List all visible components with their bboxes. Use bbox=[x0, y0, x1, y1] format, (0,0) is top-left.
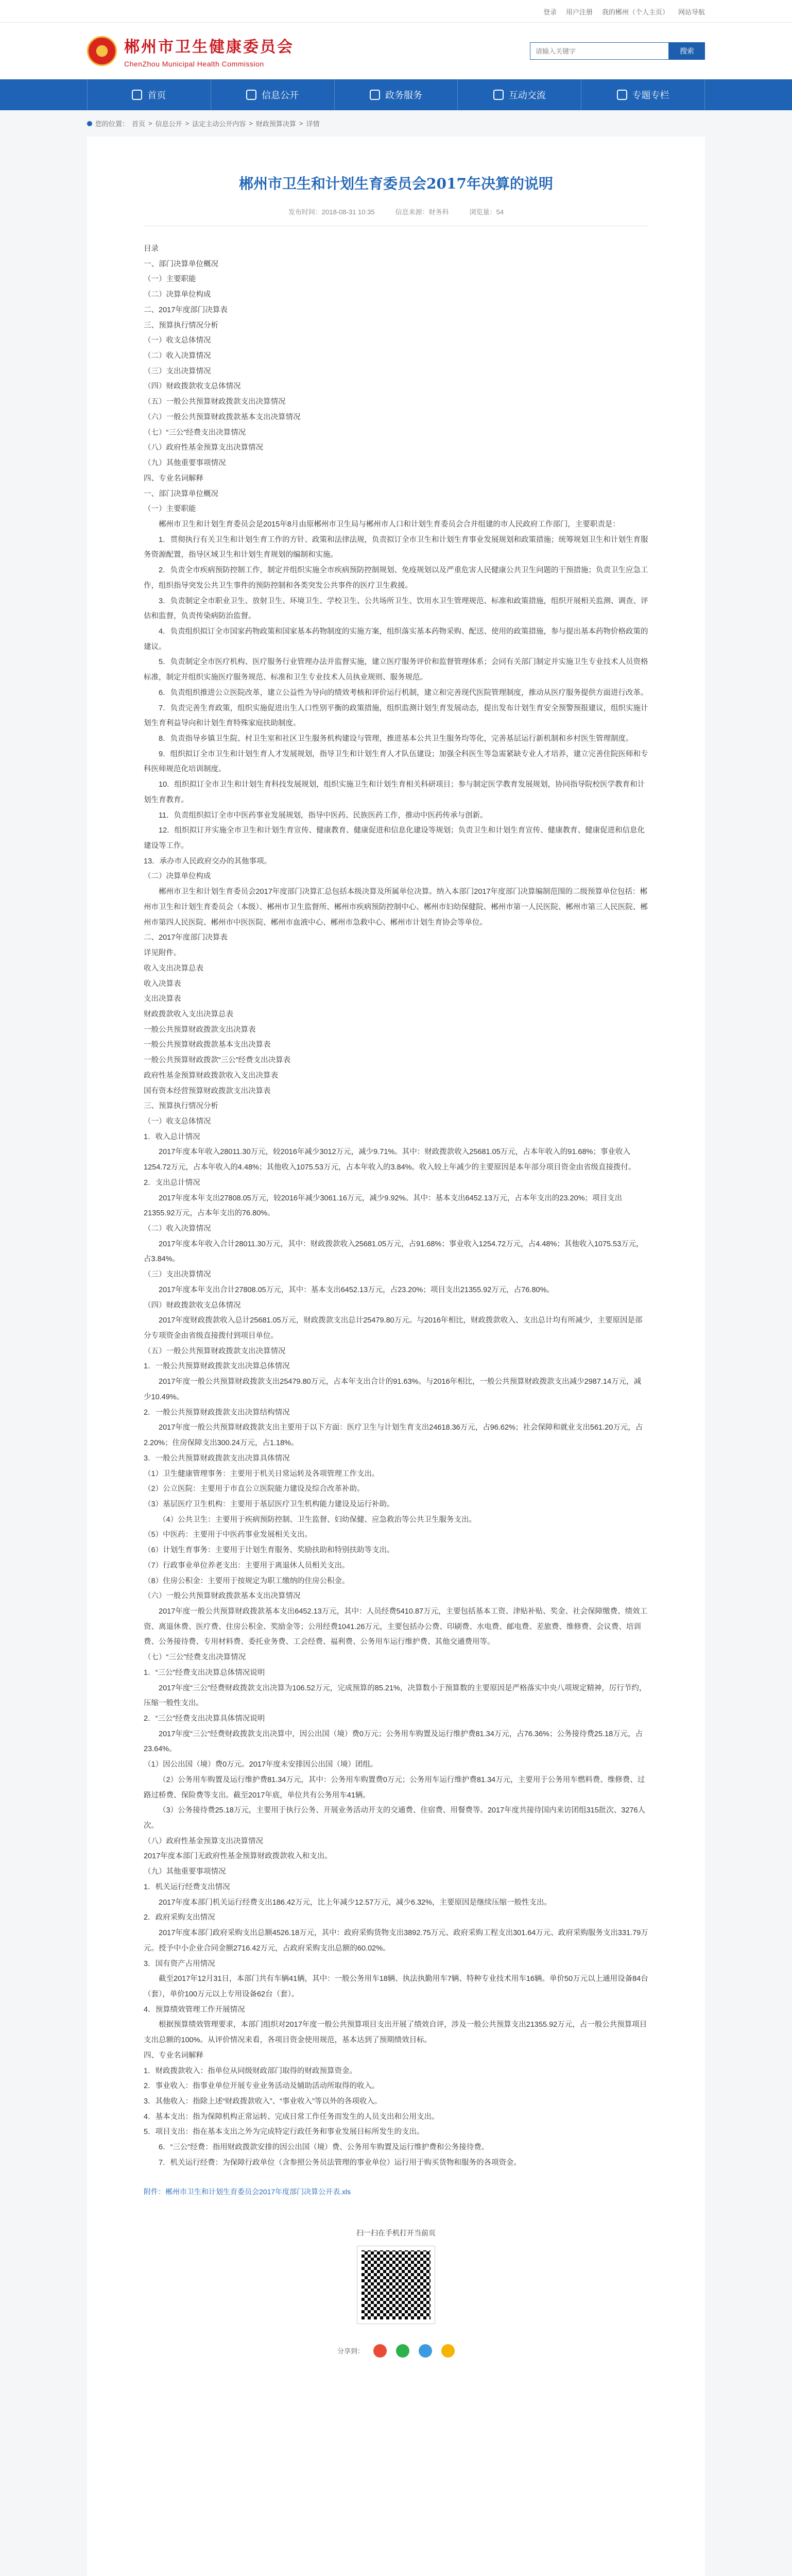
paragraph: 1．收入总计情况 bbox=[144, 1132, 200, 1141]
paragraph: （五）一般公共预算财政拨款支出决算情况 bbox=[144, 398, 286, 406]
paragraph: 2017年度财政拨款收入总计25681.05万元，财政拨款支出总计25479.80万元。与2016年相比，财政拨款收入、支出总计均有所减少，主要原因是部分专项资金由省级直接拨付到项目单位。 bbox=[144, 1316, 643, 1341]
paragraph: 一般公共预算财政拨款支出决算表 bbox=[144, 1025, 256, 1034]
paragraph: 2017年度本部门政府采购支出总额4526.18万元，其中：政府采购货物支出3892.75万元、政府采购工程支出301.64万元、政府采购服务支出331.79万元。授予中小企业合同金额2716.42万元，占政府采购支出总额的60.02%。 bbox=[144, 1929, 648, 1953]
share-bar bbox=[144, 2344, 648, 2358]
paragraph: 1．机关运行经费支出情况 bbox=[144, 1883, 230, 1891]
paragraph: （四）财政拨款收支总体情况 bbox=[144, 382, 241, 391]
site-logo[interactable] bbox=[87, 34, 294, 68]
paragraph: （五）一般公共预算财政拨款支出决算情况 bbox=[144, 1347, 286, 1355]
paragraph: （3）基层医疗卫生机构：主要用于基层医疗卫生机构能力建设及运行补助。 bbox=[144, 1500, 394, 1509]
qzone-share-icon[interactable] bbox=[441, 2344, 455, 2358]
paragraph: 7．负责完善生育政策，组织实施促进出生人口性别平衡的政策措施，组织监测计划生育发展动态，提出发布计划生育安全预警预报建议，组织实施计划生育利益导向和计划生育特殊家庭扶助制度。 bbox=[144, 704, 648, 728]
paragraph: （九）其他重要事项情况 bbox=[144, 1868, 226, 1876]
top-bar bbox=[0, 0, 792, 23]
paragraph: （二）收入决算情况 bbox=[144, 1225, 211, 1233]
paragraph: 2017年度“三公”经费财政拨款支出决算为106.52万元，完成预算的85.21%，决算数小于预算数的主要原因是严格落实中央八项规定精神，厉行节约，压缩一般性支出。 bbox=[144, 1684, 647, 1708]
paragraph: 一、部门决算单位概况 bbox=[144, 489, 218, 498]
paragraph: 2．一般公共预算财政拨款支出决算结构情况 bbox=[144, 1408, 290, 1417]
paragraph: 2．政府采购支出情况 bbox=[144, 1913, 215, 1922]
paragraph: 目录 bbox=[144, 245, 159, 253]
info-source: 信息来源：财务科 bbox=[395, 208, 449, 216]
paragraph: 1．贯彻执行有关卫生和计划生育工作的方针、政策和法律法规，负责拟订全市卫生和计划生育事业发展规划和政策措施；统筹规划卫生和计划生育服务资源配置，指导区域卫生和计划生育规划的编制和实施。 bbox=[144, 535, 648, 560]
paragraph: 收入支出决算总表 bbox=[144, 964, 203, 973]
paragraph: （七）“三公”经费支出决算情况 bbox=[144, 1653, 246, 1662]
paragraph: （8）住房公积金：主要用于按规定为职工缴纳的住房公积金。 bbox=[144, 1577, 350, 1585]
paragraph: 一般公共预算财政拨款基本支出决算表 bbox=[144, 1041, 271, 1049]
paragraph: 2017年度一般公共预算财政拨款支出主要用于以下方面：医疗卫生与计划生育支出24618.36万元，占96.62%；社会保障和就业支出561.20万元，占2.20%；住房保障支出300.24万元，占1.18%。 bbox=[144, 1423, 643, 1448]
paragraph: 10．组织拟订全市卫生和计划生育科技发展规划，组织实施卫生和计划生育相关科研项目；参与制定医学教育发展规划，协同指导院校医学教育和计划生育教育。 bbox=[144, 781, 645, 804]
paragraph: 详见附件。 bbox=[144, 949, 181, 958]
wechat-share-icon[interactable] bbox=[396, 2344, 409, 2358]
paragraph: 4．预算绩效管理工作开展情况 bbox=[144, 2005, 245, 2014]
qr-section bbox=[144, 2228, 648, 2324]
site-subtitle: ChenZhou Municipal Health Commission bbox=[124, 60, 264, 68]
paragraph: 5．项目支出：指在基本支出之外为完成特定行政任务和事业发展目标所发生的支出。 bbox=[144, 2128, 424, 2137]
article-panel bbox=[87, 137, 705, 2576]
article-body bbox=[144, 242, 648, 2171]
qq-share-icon[interactable] bbox=[419, 2344, 432, 2358]
search-input[interactable] bbox=[530, 42, 669, 60]
paragraph: （二）收入决算情况 bbox=[144, 352, 211, 361]
paragraph: 7．机关运行经费：为保障行政单位（含参照公务员法管理的事业单位）运行用于购买货物和服务的各项资金。 bbox=[159, 2158, 522, 2167]
paragraph: 郴州市卫生和计划生育委员会是2015年8月由原郴州市卫生局与郴州市人口和计划生育委员会合并组建的市人民政府工作部门，主要职责是： bbox=[159, 520, 620, 529]
qr-title: 扫一扫在手机打开当前页 bbox=[356, 2228, 436, 2237]
paragraph: 四、专业名词解释 bbox=[144, 2051, 203, 2060]
nav-services[interactable]: 政务服务 bbox=[335, 79, 458, 110]
paragraph: 5．负责制定全市医疗机构、医疗服务行业管理办法并监督实施，建立医疗服务评价和监督管理体系；会同有关部门制定并实施卫生专业技术人员资格标准，制定并组织实施医疗服务规范、标准和卫生专业技术人员执业规则、服务规范。 bbox=[144, 658, 648, 682]
site-nav-link[interactable]: 网站导航 bbox=[678, 8, 705, 16]
paragraph: 2017年度本部门机关运行经费支出186.42万元，比上年减少12.57万元，减少6.32%，主要原因是继续压缩一般性支出。 bbox=[159, 1898, 552, 1907]
paragraph: 8．负责指导乡镇卫生院、村卫生室和社区卫生服务机构建设与管理，推进基本公共卫生服务均等化，完善基层运行新机制和乡村医生管理制度。 bbox=[159, 735, 633, 743]
share-label: 分享到： bbox=[337, 2347, 364, 2355]
paragraph: 3．国有资产占用情况 bbox=[144, 1959, 215, 1968]
paragraph: 12．组织拟订并实施全市卫生和计划生育宣传、健康教育、健康促进和信息化建设等规划；负责卫生和计划生育宣传、健康教育、健康促进和信息化建设等工作。 bbox=[144, 826, 645, 851]
info-icon bbox=[246, 90, 256, 100]
paragraph: 3．其他收入：指除上述“财政拨款收入”、“事业收入”等以外的各项收入。 bbox=[144, 2097, 382, 2106]
weibo-share-icon[interactable] bbox=[373, 2344, 387, 2358]
paragraph: （二）决算单位构成 bbox=[144, 872, 211, 881]
paragraph: （1）卫生健康管理事务：主要用于机关日常运转及各项管理工作支出。 bbox=[144, 1469, 380, 1478]
qr-code bbox=[357, 2246, 435, 2324]
national-emblem-icon bbox=[87, 36, 117, 66]
breadcrumb: 您的位置： 首页 > 信息公开 > 法定主动公开内容 > 财政预算决算 > 详情 bbox=[87, 118, 705, 128]
paragraph: （5）中医药：主要用于中医药事业发展相关支出。 bbox=[144, 1531, 313, 1539]
paragraph: （7）行政事业单位养老支出：主要用于离退休人员相关支出。 bbox=[144, 1561, 350, 1570]
paragraph: 11．负责组织拟订全市中医药事业发展规划，指导中医药、民族医药工作，推动中医药传承与创新。 bbox=[159, 811, 488, 820]
paragraph: （四）财政拨款收支总体情况 bbox=[144, 1301, 241, 1310]
paragraph: （九）其他重要事项情况 bbox=[144, 459, 226, 468]
paragraph: 二、2017年度部门决算表 bbox=[144, 306, 228, 314]
paragraph: （七）“三公”经费支出决算情况 bbox=[144, 428, 246, 437]
paragraph: （一）主要职能 bbox=[144, 275, 196, 284]
paragraph: 2．负责全市疾病预防控制工作，制定并组织实施全市疾病预防控制规划、免疫规划以及严重危害人民健康公共卫生问题的干预措施；负责卫生应急工作，组织指导突发公共卫生事件的预防控制和各类突发公共事件的医疗卫生救援。 bbox=[144, 566, 648, 590]
paragraph: 6．“三公”经费：指用财政拨款安排的因公出国（境）费、公务用车购置及运行维护费和公务接待费。 bbox=[159, 2143, 489, 2152]
paragraph: 政府性基金预算财政拨款收入支出决算表 bbox=[144, 1071, 278, 1080]
paragraph: 根据预算绩效管理要求，本部门组织对2017年度一般公共预算项目支出开展了绩效自评，涉及一般公共预算支出21355.92万元，占一般公共预算项目支出总额的100%。从评价情况来看，各项目资金使用规范，基本达到了预期绩效目标。 bbox=[144, 2021, 647, 2045]
paragraph: 2017年度一般公共预算财政拨款支出25479.80万元，占本年支出合计的91.63%。与2016年相比，一般公共预算财政拨款支出减少2987.14万元，减少10.49%。 bbox=[144, 1378, 642, 1401]
search-box bbox=[530, 42, 705, 60]
paragraph: （2）公务用车购置及运行维护费81.34万元，其中：公务用车购置费0万元；公务用车运行维护费81.34万元，主要用于公务用车燃料费、维修费、过路过桥费、保险费等支出。截至2017年底，单位共有公务用车41辆。 bbox=[144, 1775, 645, 1800]
paragraph: 收入决算表 bbox=[144, 979, 181, 988]
paragraph: 2017年度本部门无政府性基金预算财政拨款收入和支出。 bbox=[144, 1852, 332, 1861]
nav-topics[interactable]: 专题专栏 bbox=[581, 79, 705, 110]
paragraph: 3．一般公共预算财政拨款支出决算具体情况 bbox=[144, 1454, 290, 1463]
breadcrumb-budget[interactable]: 财政预算决算 bbox=[255, 120, 296, 128]
paragraph: （一）收支总体情况 bbox=[144, 336, 211, 345]
paragraph: （一）主要职能 bbox=[144, 505, 196, 514]
paragraph: （2）公立医院：主要用于市直公立医院能力建设及综合改革补助。 bbox=[144, 1485, 365, 1494]
main-nav bbox=[0, 79, 792, 110]
paragraph: 6．负责组织推进公立医院改革，建立公益性为导向的绩效考核和评价运行机制，建立和完善现代医院管理制度，推动从医疗服务提供方面进行改革。 bbox=[159, 688, 648, 697]
paragraph: （八）政府性基金预算支出决算情况 bbox=[144, 1837, 263, 1845]
paragraph: 一、部门决算单位概况 bbox=[144, 260, 218, 268]
paragraph: 2017年度本年收入合计28011.30万元，其中：财政拨款收入25681.05万元，占91.68%；事业收入1254.72万元，占4.48%；其他收入1075.53万元，占3.84%。 bbox=[144, 1240, 644, 1264]
paragraph: 四、专业名词解释 bbox=[144, 474, 203, 483]
breadcrumb-statutory[interactable]: 法定主动公开内容 bbox=[192, 120, 246, 128]
paragraph: 国有资本经营预算财政拨款支出决算表 bbox=[144, 1087, 271, 1095]
paragraph: 2017年度本年收入28011.30万元，较2016年减少3012万元，减少9.71%。其中：财政拨款收入25681.05万元，占本年收入的91.68%；事业收入1254.72万元，占本年收入的4.48%；其他收入1075.53万元，占本年收入的3.84%。收入较上年减少的主要原因是本年部分项目资金由省级直接拨付。 bbox=[144, 1148, 636, 1172]
paragraph: 1．一般公共预算财政拨款支出决算总体情况 bbox=[144, 1362, 290, 1371]
paragraph: 2017年度“三公”经费财政拨款支出决算中，因公出国（境）费0万元；公务用车购置及运行维护费81.34万元，占76.36%；公务接待费25.18万元，占23.64%。 bbox=[144, 1730, 643, 1754]
paragraph: 财政拨款收入支出决算总表 bbox=[144, 1010, 233, 1019]
paragraph: 2．事业收入：指事业单位开展专业业务活动及辅助活动所取得的收入。 bbox=[144, 2082, 380, 2091]
paragraph: 一般公共预算财政拨款“三公”经费支出决算表 bbox=[144, 1056, 291, 1065]
paragraph: 4．负责组织拟订全市国家药物政策和国家基本药物制度的实施方案，组织落实基本药物采购、配送、使用的政策措施，参与提出基本药物价格政策的建议。 bbox=[144, 627, 648, 651]
site-title: 郴州市卫生健康委员会 bbox=[124, 38, 294, 56]
paragraph: 1．“三公”经费支出决算总体情况说明 bbox=[144, 1668, 265, 1677]
paragraph: 三、预算执行情况分析 bbox=[144, 1102, 218, 1111]
paragraph: （六）一般公共预算财政拨款基本支出决算情况 bbox=[144, 413, 301, 421]
breadcrumb-home[interactable]: 首页 bbox=[132, 120, 146, 128]
breadcrumb-detail: 详情 bbox=[306, 120, 320, 128]
paragraph: （八）政府性基金预算支出决算情况 bbox=[144, 444, 263, 452]
personal-page-link[interactable]: 我的郴州（个人主页） bbox=[601, 8, 669, 16]
paragraph: 2017年度一般公共预算财政拨款基本支出6452.13万元，其中：人员经费5410.87万元，主要包括基本工资、津贴补贴、奖金、社会保障缴费、绩效工资、离退休费、医疗费、住房公积金、奖励金等；公用经费1041.26万元，主要包括办公费、印刷费、水电费、邮电费、差旅费、维修费、会议费、培训费、公务接待费、专用材料费、委托业务费、工会经费、福利费、公务用车运行维护费、其他交通费用等。 bbox=[144, 1607, 648, 1647]
paragraph: （4）公共卫生：主要用于疾病预防控制、卫生监督、妇幼保健、应急救治等公共卫生服务支出。 bbox=[159, 1515, 477, 1524]
paragraph: 三、预算执行情况分析 bbox=[144, 321, 218, 330]
paragraph: 支出决算表 bbox=[144, 995, 181, 1004]
paragraph: 4．基本支出：指为保障机构正常运转、完成日常工作任务而发生的人员支出和公用支出。 bbox=[144, 2112, 439, 2121]
attachment-link[interactable]: 附件：郴州市卫生和计划生育委员会2017年度部门决算公开表.xls bbox=[144, 2187, 351, 2196]
breadcrumb-info[interactable]: 信息公开 bbox=[155, 120, 182, 128]
paragraph: （3）公务接待费25.18万元，主要用于执行公务、开展业务活动开支的交通费、住宿费、用餐费等。2017年度共接待国内来访团组315批次、3276人次。 bbox=[144, 1806, 646, 1831]
login-link[interactable]: 登录 bbox=[543, 8, 557, 16]
topic-icon bbox=[617, 90, 627, 100]
paragraph: 2017年度本年支出合计27808.05万元，其中：基本支出6452.13万元，占23.20%；项目支出21355.92万元，占76.80%。 bbox=[159, 1285, 554, 1294]
service-icon bbox=[370, 90, 380, 100]
paragraph: 郴州市卫生和计划生育委员会2017年度部门决算汇总包括本级决算及所属单位决算。纳入本部门2017年度部门决算编制范围的二级预算单位包括：郴州市卫生和计划生育委员会（本级）、郴州市卫生监督所、郴州市疾病预防控制中心、郴州市妇幼保健院、郴州市第一人民医院、郴州市第三人民医院、郴州市第四人民医院、郴州市中医医院、郴州市血液中心、郴州市急救中心、郴州市计划生育协会等单位。 bbox=[144, 888, 648, 927]
site-header bbox=[0, 23, 792, 79]
nav-home[interactable]: 首页 bbox=[87, 79, 211, 110]
nav-interaction[interactable]: 互动交流 bbox=[458, 79, 581, 110]
location-pin-icon bbox=[87, 121, 92, 126]
paragraph: 2017年度本年支出27808.05万元，较2016年减少3061.16万元，减少9.92%。其中：基本支出6452.13万元，占本年支出的23.20%；项目支出21355.92万元，占本年支出的76.80%。 bbox=[144, 1194, 623, 1218]
paragraph: （三）支出决算情况 bbox=[144, 367, 211, 376]
paragraph: （一）收支总体情况 bbox=[144, 1117, 211, 1126]
home-icon bbox=[132, 90, 142, 100]
paragraph: 二、2017年度部门决算表 bbox=[144, 934, 228, 942]
publish-date: 发布时间：2018-08-31 10:35 bbox=[288, 208, 375, 216]
paragraph: 截至2017年12月31日，本部门共有车辆41辆，其中：一般公务用车18辆、执法执勤用车7辆、特种专业技术用车16辆。单价50万元以上通用设备84台（套），单价100万元以上专用设备62台（套）。 bbox=[144, 1975, 648, 1998]
nav-info-public[interactable]: 信息公开 bbox=[211, 79, 335, 110]
paragraph: （六）一般公共预算财政拨款基本支出决算情况 bbox=[144, 1592, 301, 1601]
paragraph: 2．“三公”经费支出决算具体情况说明 bbox=[144, 1715, 265, 1723]
paragraph: （二）决算单位构成 bbox=[144, 291, 211, 299]
paragraph: 3．负责制定全市职业卫生、放射卫生、环境卫生、学校卫生、公共场所卫生、饮用水卫生管理规范、标准和政策措施，组织开展相关监测、调查、评估和监督，负责传染病防治监督。 bbox=[144, 597, 648, 621]
paragraph: 1．财政拨款收入：指单位从同级财政部门取得的财政预算资金。 bbox=[144, 2066, 357, 2075]
article-title: 郴州市卫生和计划生育委员会2017年决算的说明 bbox=[239, 175, 553, 192]
view-count: 浏览量：54 bbox=[469, 208, 504, 216]
paragraph: （三）支出决算情况 bbox=[144, 1270, 211, 1279]
chat-icon bbox=[493, 90, 504, 100]
register-link[interactable]: 用户注册 bbox=[565, 8, 593, 16]
paragraph: （1）因公出国（境）费0万元。2017年度未安排因公出国（境）团组。 bbox=[144, 1760, 378, 1769]
paragraph: 2．支出总计情况 bbox=[144, 1178, 200, 1187]
paragraph: 9．组织拟订全市卫生和计划生育人才发展规划，指导卫生和计划生育人才队伍建设；加强全科医生等急需紧缺专业人才培养，建立完善住院医师和专科医师规范化培训制度。 bbox=[144, 750, 648, 774]
article-meta bbox=[144, 207, 648, 226]
search-button[interactable]: 搜索 bbox=[669, 42, 705, 60]
paragraph: 13．承办市人民政府交办的其他事项。 bbox=[144, 857, 272, 866]
paragraph: （6）计划生育事务：主要用于计划生育服务、奖励扶助和特别扶助等支出。 bbox=[144, 1546, 394, 1555]
